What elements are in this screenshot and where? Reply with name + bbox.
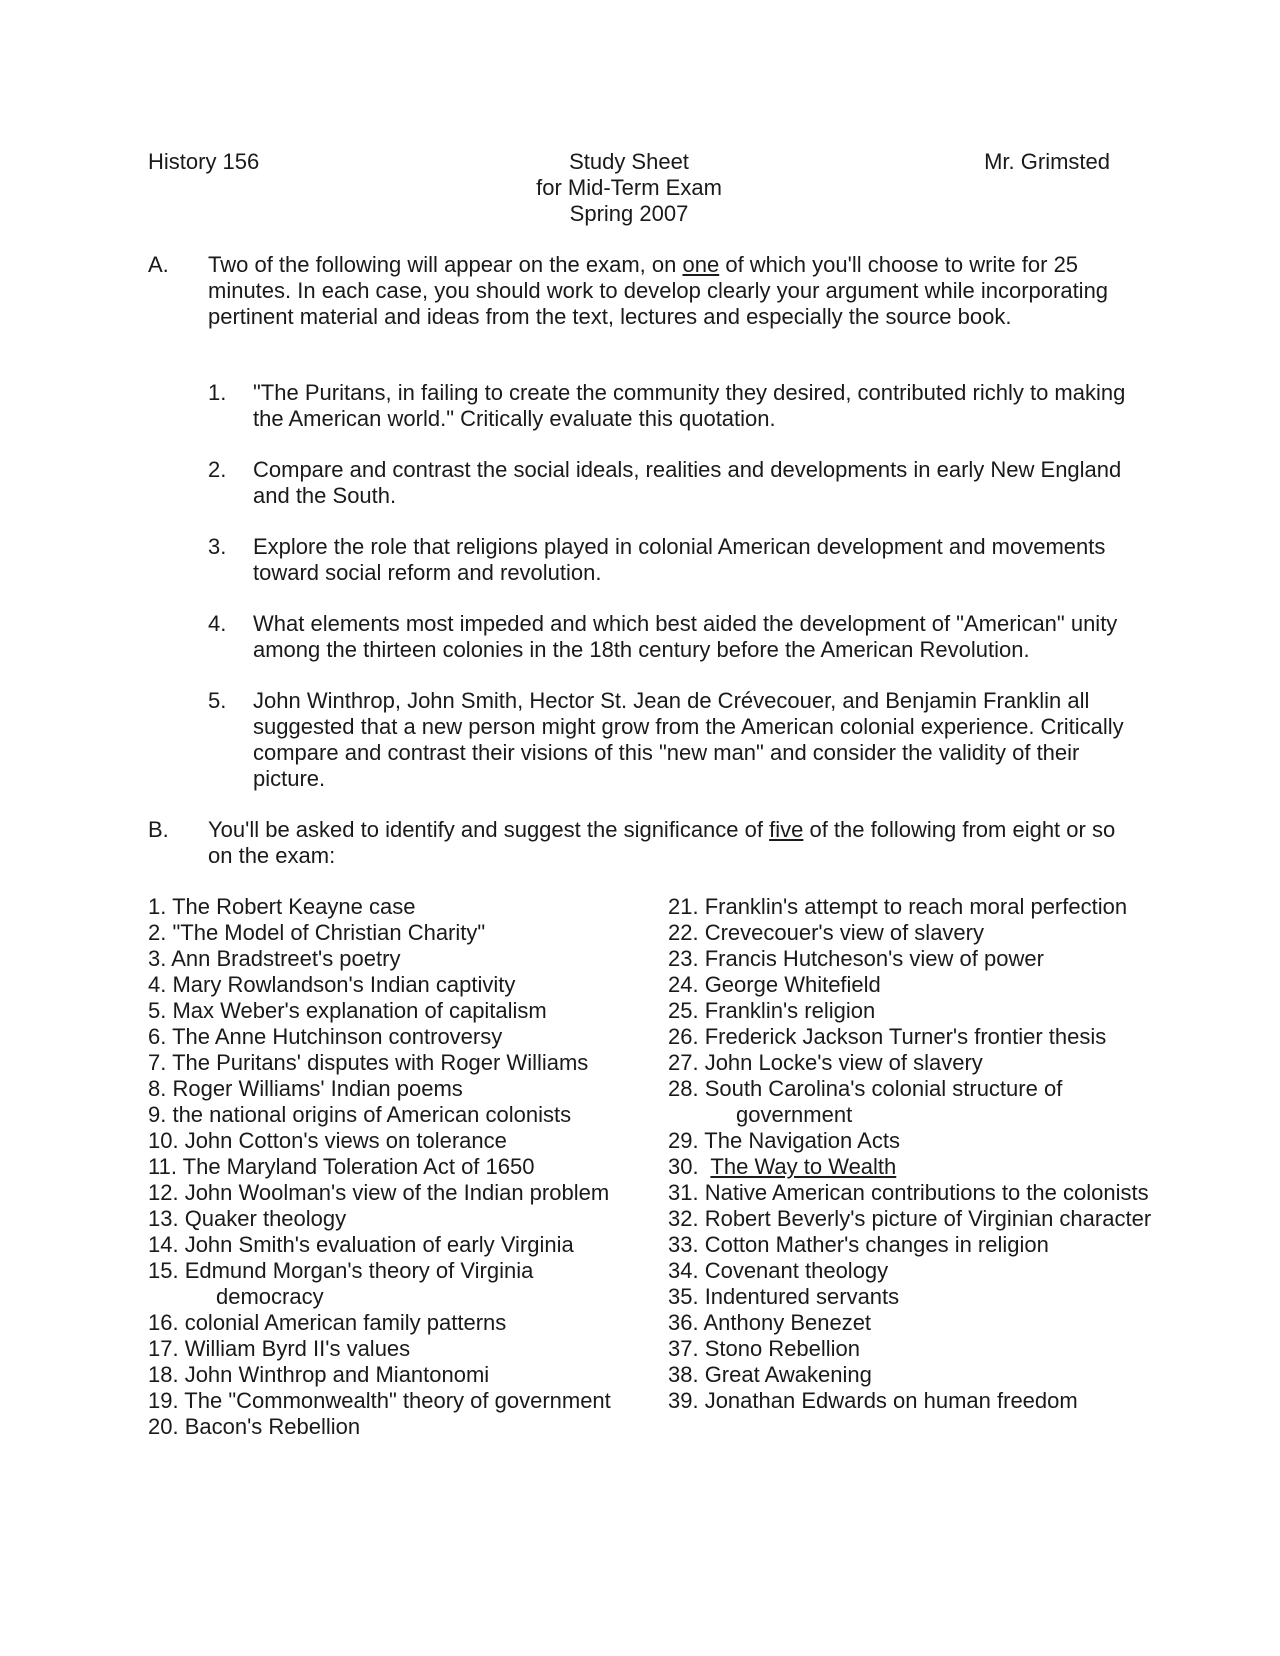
list-item: 15. Edmund Morgan's theory of Virginia bbox=[148, 1258, 534, 1283]
list-item: 38. Great Awakening bbox=[668, 1362, 872, 1387]
list-item: 34. Covenant theology bbox=[668, 1258, 889, 1283]
list-item: 11. The Maryland Toleration Act of 1650 bbox=[148, 1154, 535, 1179]
list-item: 10. John Cotton's views on tolerance bbox=[148, 1128, 507, 1153]
list-item: 18. John Winthrop and Miantonomi bbox=[148, 1362, 490, 1387]
section-a-letter: A. bbox=[148, 252, 169, 277]
list-item: 28. South Carolina's colonial structure of bbox=[668, 1076, 1063, 1101]
essay-question bbox=[208, 534, 1128, 586]
list-item-continuation: democracy bbox=[216, 1284, 324, 1309]
question-number: 5. bbox=[208, 688, 227, 713]
list-item: 4. Mary Rowlandson's Indian captivity bbox=[148, 972, 516, 997]
question-text: "The Puritans, in failing to create the community they desired, contributed richly to making the American world." Critically evaluate this quotation. bbox=[253, 380, 1126, 431]
section-a-intro-emphasis: one bbox=[682, 252, 720, 277]
title-line-2: for Mid-Term Exam bbox=[536, 175, 722, 200]
document-header bbox=[148, 149, 1110, 229]
items-left-column bbox=[148, 894, 648, 1440]
items-right-column bbox=[668, 894, 1188, 1414]
question-text: Explore the role that religions played in colonial American development and movements toward social reform and revolution. bbox=[253, 534, 1106, 585]
list-item: 24. George Whitefield bbox=[668, 972, 881, 997]
course-name: History 156 bbox=[148, 149, 260, 174]
question-number: 2. bbox=[208, 457, 227, 482]
list-item: 32. Robert Beverly's picture of Virginian character bbox=[668, 1206, 1152, 1231]
list-item-number: 30. bbox=[668, 1154, 699, 1179]
essay-question-list bbox=[208, 380, 1128, 817]
list-item: 36. Anthony Benezet bbox=[668, 1310, 872, 1335]
instructor-name: Mr. Grimsted bbox=[984, 149, 1110, 174]
list-item: 13. Quaker theology bbox=[148, 1206, 347, 1231]
list-item: 17. William Byrd II's values bbox=[148, 1336, 411, 1361]
section-a-intro bbox=[208, 252, 1128, 330]
essay-question bbox=[208, 688, 1128, 792]
question-text: John Winthrop, John Smith, Hector St. Jean de Crévecouer, and Benjamin Franklin all suggested that a new person might grow from the American colonial experience. Critically compare and contrast their visions of this "new man" and consider the validity of their picture. bbox=[253, 688, 1124, 791]
list-item: 6. The Anne Hutchinson controversy bbox=[148, 1024, 503, 1049]
question-number: 3. bbox=[208, 534, 227, 559]
list-item: 8. Roger Williams' Indian poems bbox=[148, 1076, 463, 1101]
document-title bbox=[148, 149, 1110, 227]
question-text: What elements most impeded and which best aided the development of "American" unity among the thirteen colonies in the 18th century before the American Revolution. bbox=[253, 611, 1118, 662]
list-item: 7. The Puritans' disputes with Roger Williams bbox=[148, 1050, 589, 1075]
list-item: 25. Franklin's religion bbox=[668, 998, 876, 1023]
question-number: 4. bbox=[208, 611, 227, 636]
section-b-intro-part2: of the following from eight or so on the exam: bbox=[208, 817, 1116, 868]
list-item: 16. colonial American family patterns bbox=[148, 1310, 507, 1335]
list-item: 27. John Locke's view of slavery bbox=[668, 1050, 983, 1075]
question-number: 1. bbox=[208, 380, 227, 405]
list-item: 35. Indentured servants bbox=[668, 1284, 900, 1309]
list-item: 20. Bacon's Rebellion bbox=[148, 1414, 361, 1439]
list-item: 12. John Woolman's view of the Indian problem bbox=[148, 1180, 610, 1205]
list-item: 31. Native American contributions to the colonists bbox=[668, 1180, 1149, 1205]
list-item: 39. Jonathan Edwards on human freedom bbox=[668, 1388, 1078, 1413]
list-item: 37. Stono Rebellion bbox=[668, 1336, 861, 1361]
list-item: 26. Frederick Jackson Turner's frontier thesis bbox=[668, 1024, 1107, 1049]
title-line-3: Spring 2007 bbox=[569, 201, 689, 226]
section-b-intro-part1: You'll be asked to identify and suggest the significance of bbox=[208, 817, 770, 842]
list-item bbox=[668, 1154, 1188, 1180]
section-a-intro-part1: Two of the following will appear on the exam, on bbox=[208, 252, 683, 277]
list-item: 19. The "Commonwealth" theory of government bbox=[148, 1388, 611, 1413]
section-b-intro bbox=[208, 817, 1128, 869]
section-b-intro-emphasis: five bbox=[769, 817, 804, 842]
list-item-continuation: government bbox=[736, 1102, 853, 1127]
list-item: 14. John Smith's evaluation of early Virginia bbox=[148, 1232, 574, 1257]
question-text: Compare and contrast the social ideals, realities and developments in early New England and the South. bbox=[253, 457, 1122, 508]
list-item: 22. Crevecouer's view of slavery bbox=[668, 920, 984, 945]
list-item: 33. Cotton Mather's changes in religion bbox=[668, 1232, 1049, 1257]
title-line-1: Study Sheet bbox=[569, 149, 689, 174]
essay-question bbox=[208, 380, 1128, 432]
essay-question bbox=[208, 457, 1128, 509]
list-item: 2. "The Model of Christian Charity" bbox=[148, 920, 486, 945]
list-item: 1. The Robert Keayne case bbox=[148, 894, 416, 919]
section-a-intro-part2: of which you'll choose to write for 25 minutes. In each case, you should work to develop clearly your argument while incorporating pertinent material and ideas from the text, lectures and especially the source book. bbox=[208, 252, 1109, 329]
list-item: 29. The Navigation Acts bbox=[668, 1128, 900, 1153]
list-item: 23. Francis Hutcheson's view of power bbox=[668, 946, 1044, 971]
section-b-letter: B. bbox=[148, 817, 169, 842]
list-item: 9. the national origins of American colonists bbox=[148, 1102, 572, 1127]
list-item-title: The Way to Wealth bbox=[710, 1154, 897, 1179]
list-item: 5. Max Weber's explanation of capitalism bbox=[148, 998, 547, 1023]
list-item: 21. Franklin's attempt to reach moral perfection bbox=[668, 894, 1128, 919]
essay-question bbox=[208, 611, 1128, 663]
list-item: 3. Ann Bradstreet's poetry bbox=[148, 946, 401, 971]
